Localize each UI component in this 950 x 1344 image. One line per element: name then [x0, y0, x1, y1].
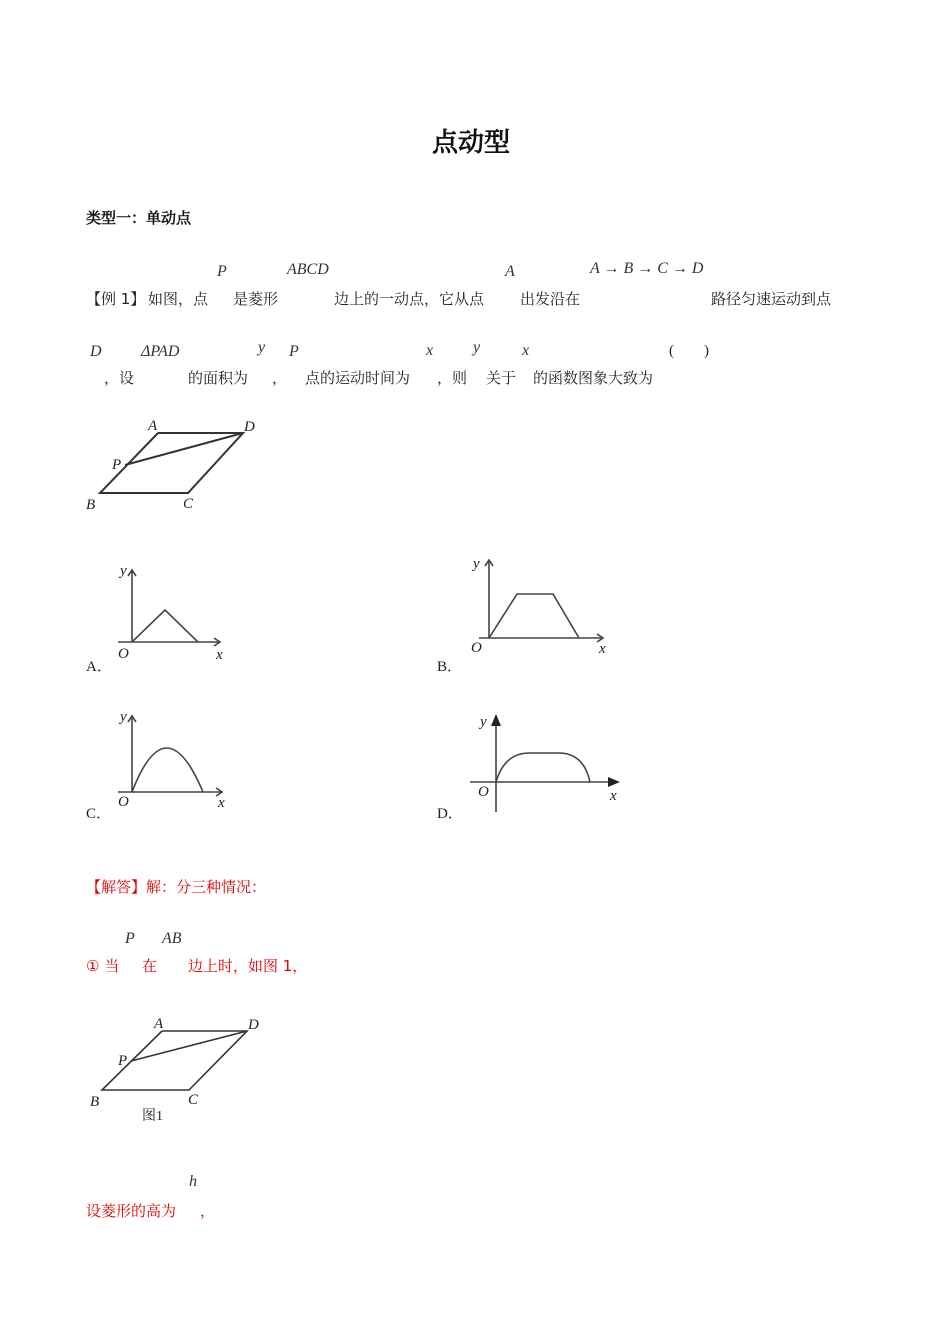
math-A: A [505, 263, 515, 280]
axis-x-label: x [218, 795, 225, 811]
height-text: ， [200, 1202, 216, 1220]
example-text: 的函数图象大致为 [533, 369, 654, 387]
case1-text: 边上时，如图 1， [188, 957, 308, 975]
option-b-label[interactable]: B． [437, 659, 463, 675]
example-text: ，设 [104, 369, 135, 387]
example-text: 路径匀速运动到点 [711, 290, 832, 308]
option-b-graph[interactable] [465, 552, 615, 662]
origin-label: O [118, 646, 129, 662]
vertex-D: D [244, 419, 255, 435]
vertex-B: B [90, 1094, 100, 1110]
curve-triangle [132, 610, 198, 642]
answer-heading: 【解答】解：分三种情况： [86, 878, 267, 896]
option-d-label[interactable]: D． [437, 806, 463, 822]
example-text: 点的运动时间为 [305, 369, 411, 387]
example-text: 如图，点 [148, 290, 209, 308]
math-x: x [522, 342, 530, 359]
axis-y-label: y [480, 714, 487, 730]
math-y: y [473, 339, 481, 356]
case1-text: 在 [142, 957, 158, 975]
axis-x-label: x [216, 647, 223, 663]
height-text: 设菱形的高为 [86, 1202, 177, 1220]
option-a-graph[interactable] [108, 560, 238, 665]
vertex-A: A [154, 1016, 164, 1032]
math-P: P [125, 930, 135, 947]
curve-arc-flat [496, 753, 590, 782]
example-label: 【例 1】 [86, 290, 146, 308]
math-ABCD: ABCD [287, 261, 329, 278]
axis-x-label: x [599, 641, 606, 657]
option-c-graph[interactable] [108, 706, 238, 816]
math-x: x [426, 342, 434, 359]
example-text: 关于 [486, 369, 517, 387]
math-P: P [217, 263, 227, 280]
vertex-P: P [118, 1053, 128, 1069]
curve-arc [132, 748, 203, 792]
x-arrow [608, 777, 620, 787]
option-a-label[interactable]: A． [86, 659, 112, 675]
example-text: 的面积为 [188, 369, 249, 387]
figure1 [84, 1010, 284, 1130]
vertex-A: A [148, 418, 158, 434]
math-path: A → B → C → D [590, 260, 704, 277]
math-y: y [258, 339, 266, 356]
page-title: 点动型 [432, 128, 511, 158]
rhombus-outline [100, 433, 243, 493]
math-triangle-PAD: ΔPAD [141, 343, 180, 360]
axis-x-label: x [610, 788, 617, 804]
vertex-B: B [86, 497, 96, 513]
curve-trapezoid [489, 594, 579, 638]
example-text: 出发沿在 [520, 290, 581, 308]
rhombus-figure [80, 412, 270, 522]
example-text: ， [272, 369, 288, 387]
origin-label: O [471, 640, 482, 656]
origin-label: O [118, 794, 129, 810]
segment-PD [131, 1031, 247, 1061]
y-arrow [491, 714, 501, 726]
math-AB: AB [162, 930, 182, 947]
vertex-C: C [183, 496, 194, 512]
axis-y-label: y [120, 563, 127, 579]
example-text: ，则 [437, 369, 468, 387]
vertex-P: P [112, 457, 122, 473]
axis-y-label: y [120, 709, 127, 725]
axis-y-label: y [473, 556, 480, 572]
section-heading: 类型一：单动点 [86, 209, 192, 227]
figure1-caption: 图1 [142, 1109, 163, 1124]
option-d-graph[interactable] [466, 706, 626, 816]
math-P: P [289, 343, 299, 360]
example-text: 边上的一动点，它从点 [334, 290, 485, 308]
vertex-C: C [188, 1092, 199, 1108]
vertex-D: D [248, 1017, 259, 1033]
answer-paren: ( ) [669, 343, 709, 359]
option-c-label[interactable]: C． [86, 806, 112, 822]
case1-text: ① 当 [86, 957, 120, 975]
math-h: h [189, 1173, 197, 1190]
origin-label: O [478, 784, 489, 800]
example-text: 是菱形 [233, 290, 279, 308]
math-D: D [90, 343, 102, 360]
